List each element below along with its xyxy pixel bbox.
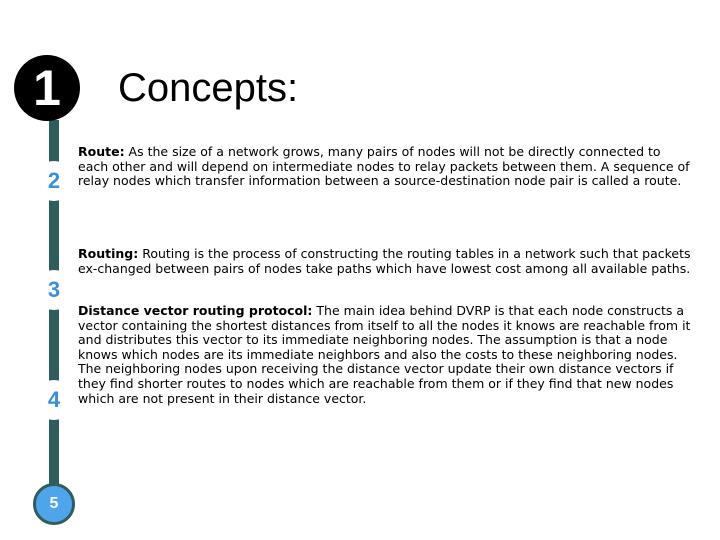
step-marker-2: 2 [34,161,74,201]
paragraph-dvrp [78,304,693,406]
term-route: Route: [78,144,125,159]
step-marker-1: 1 [14,55,80,121]
definition-route: As the size of a network grows, many pairs of nodes will not be directly connected to each other and will depend on intermediate nodes to relay packets between them. A sequence of relay nodes which transfer information between a source-destination node pair is called a route. [78,144,690,189]
term-routing: Routing: [78,246,139,261]
term-dvrp: Distance vector routing protocol: [78,303,313,318]
step-marker-5: 5 [33,483,75,525]
definition-dvrp: The main idea behind DVRP is that each node constructs a vector containing the shortest distances from itself to all the nodes it knows are reachable from it and distributes this vector to its immediate neighboring nodes. The assumption is that a node knows which nodes are its immediate neighbors and also the costs to these neighboring nodes. The neighboring nodes upon receiving the distance vector update their own distance vectors if they find shorter routes to nodes which are reachable from them or if they find that new nodes which are not present in their distance vector. [78,303,691,406]
definition-routing: Routing is the process of constructing the routing tables in a network such that packets ex-changed between pairs of nodes take paths which have lowest cost among all available paths. [78,246,691,276]
step-marker-4: 4 [34,380,74,420]
slide-title: Concepts: [118,66,299,110]
step-marker-3: 3 [34,270,74,310]
paragraph-routing [78,247,693,276]
paragraph-route [78,145,693,189]
